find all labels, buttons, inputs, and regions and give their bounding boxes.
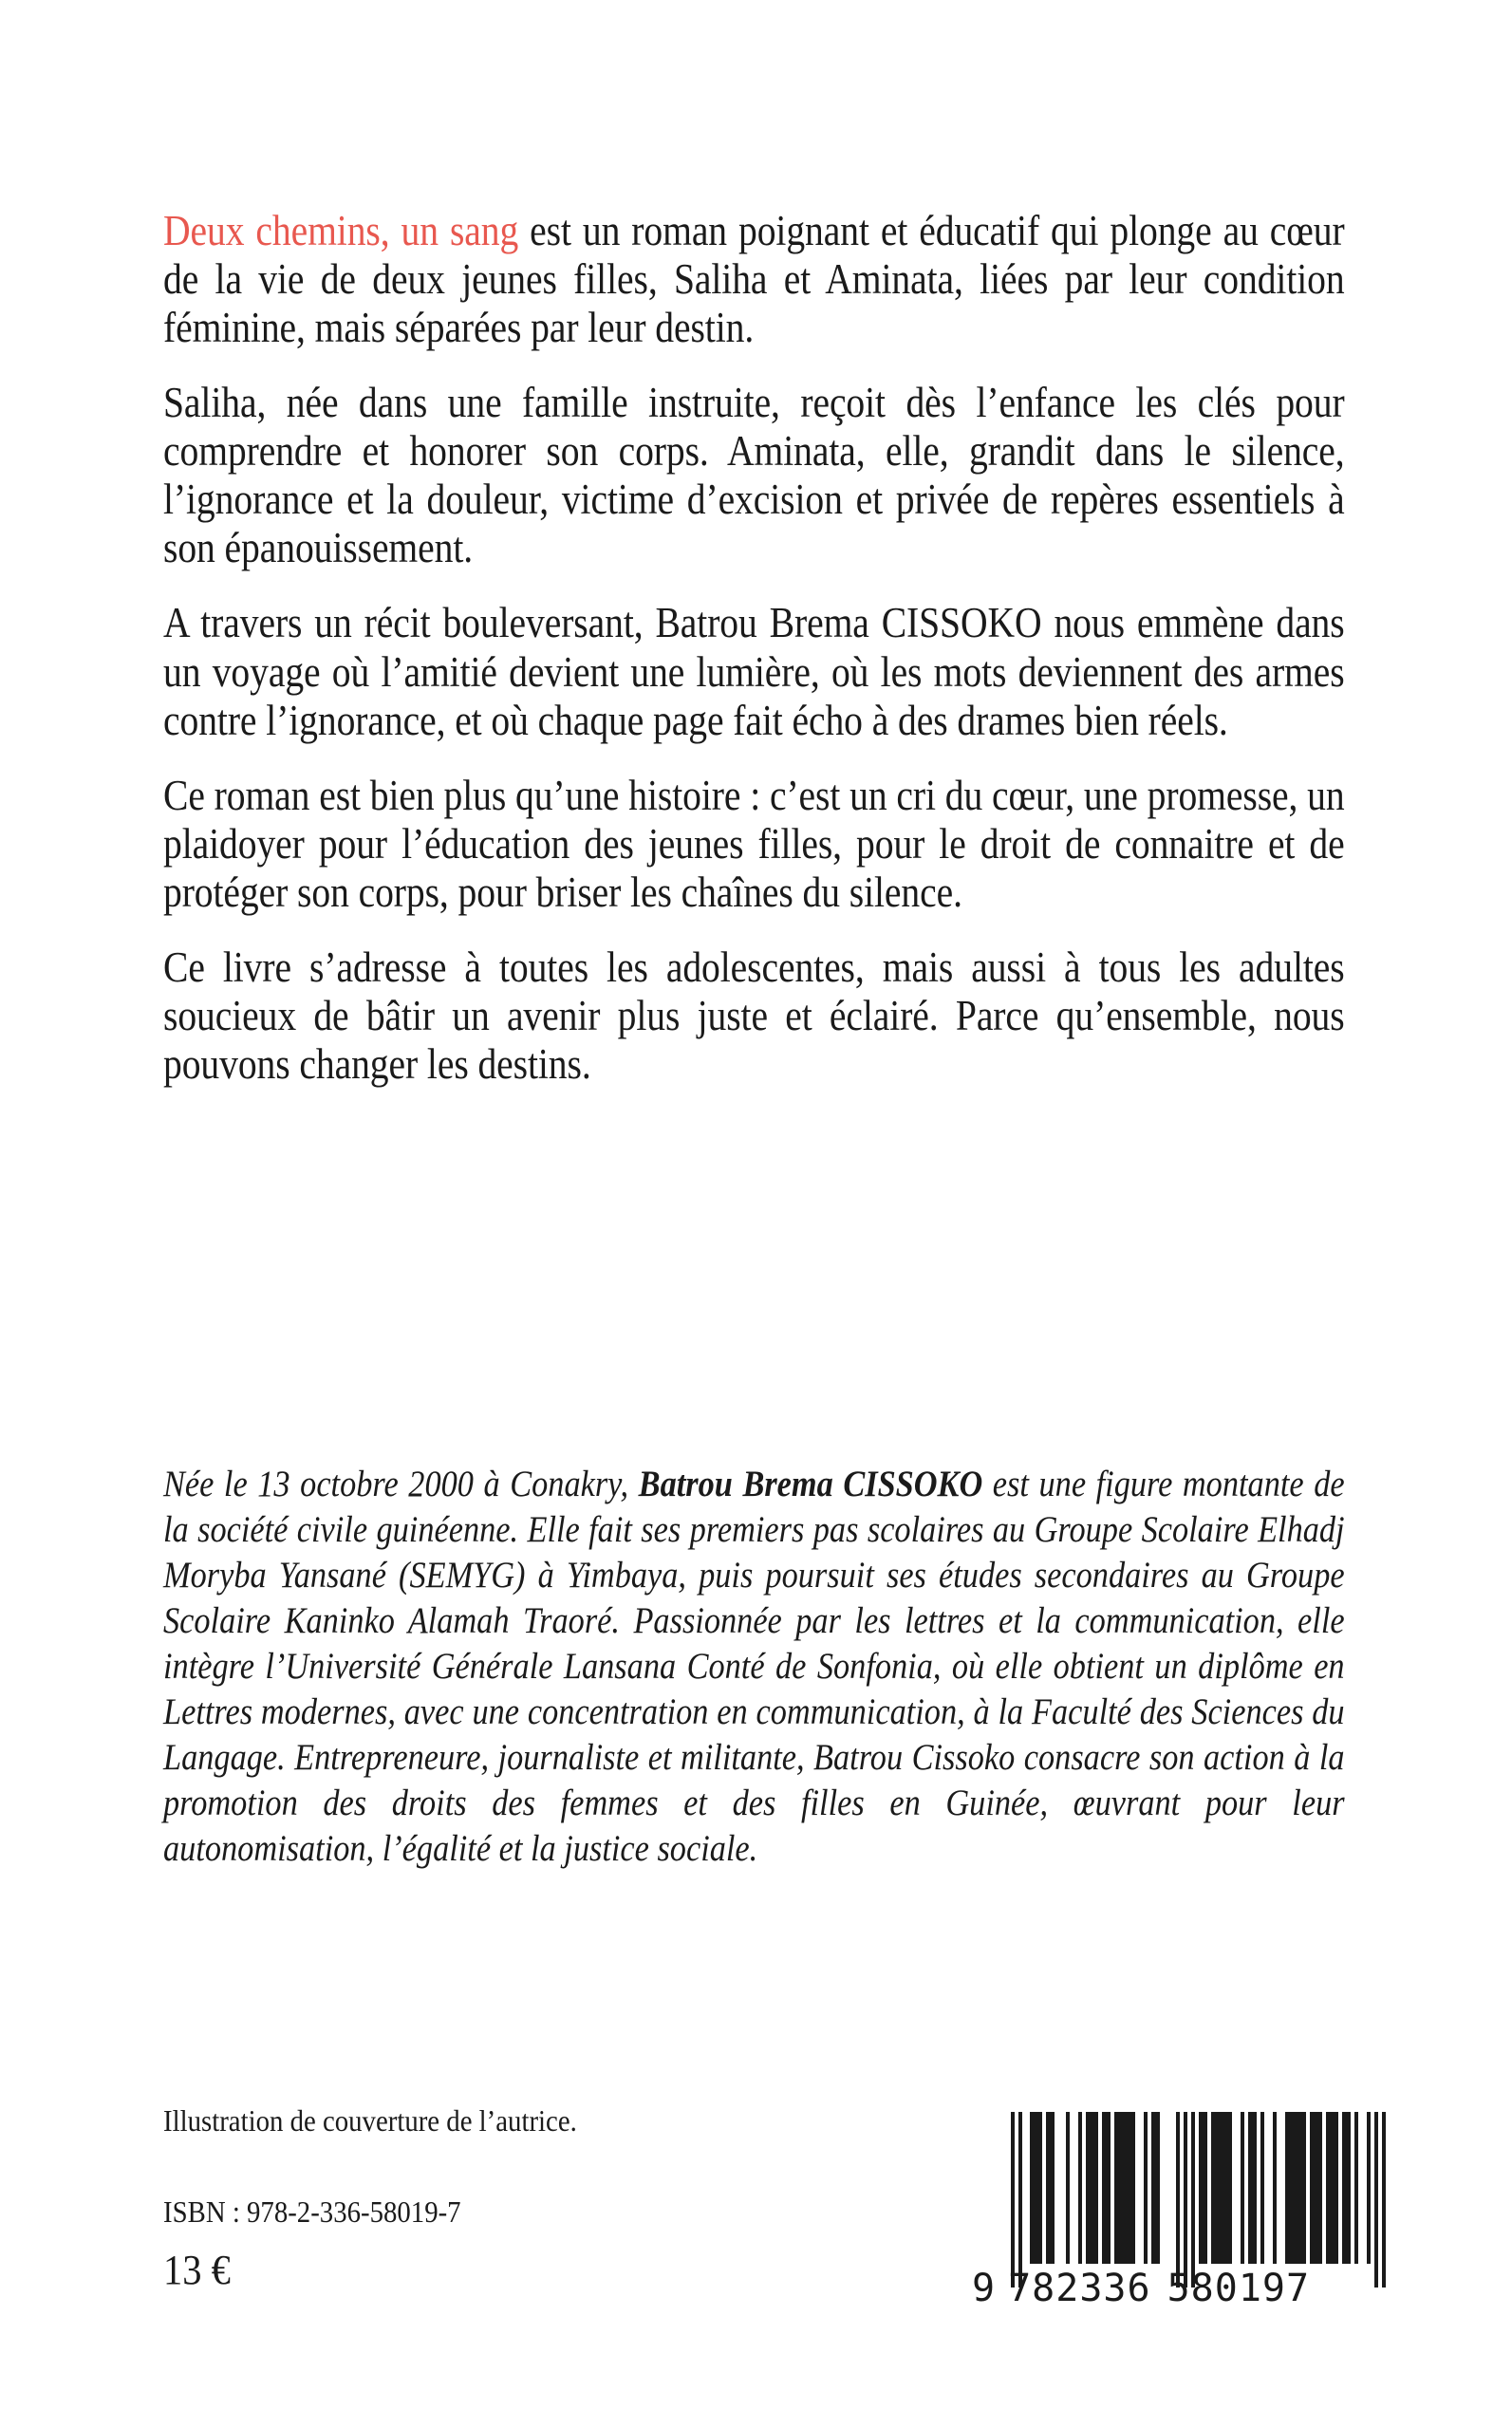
- cover-illustration-credit: Illustration de couverture de l’autrice.: [163, 2103, 577, 2138]
- synopsis-paragraph-1: [163, 207, 1345, 352]
- barcode-digits: [972, 2264, 1349, 2313]
- author-bio-lead: Née le 13 octobre 2000 à Conakry,: [163, 1464, 639, 1504]
- isbn-line: ISBN : 978-2-336-58019-7: [163, 2194, 461, 2230]
- synopsis-paragraph-3: A travers un récit bouleversant, Batrou Brema CISSOKO nous emmène dans un voyage où l’amitié devient une lumière, où les mots deviennent des armes contre l’ignorance, et où chaque page fait écho à des drames bien réels.: [163, 599, 1345, 744]
- book-title: Deux chemins, un sang: [163, 207, 519, 254]
- author-bio-text: [163, 1462, 1345, 1872]
- author-name: Batrou Brema CISSOKO: [638, 1464, 983, 1504]
- barcode-bars: [1011, 2112, 1386, 2264]
- synopsis-paragraph-1-rest: est un roman poignant et éducatif qui plonge au cœur de la vie de deux jeunes filles, Saliha et Aminata, liées par leur condition féminine, mais séparées par leur destin.: [163, 207, 1345, 352]
- barcode-left-group: 782336: [1008, 2267, 1151, 2310]
- synopsis-block: [163, 207, 1345, 1089]
- author-bio-rest: est une figure montante de la société civile guinéenne. Elle fait ses premiers pas scolaires au Groupe Scolaire Elhadj Moryba Yansané (SEMYG) à Yimbaya, puis poursuit ses études secondaires au Groupe Scolaire Kaninko Alamah Traoré. Passionnée par les lettres et la communication, elle intègre l’Université Générale Lansana Conté de Sonfonia, où elle obtient un diplôme en Lettres modernes, avec une concentration en communication, à la Faculté des Sciences du Langage. Entrepreneure, journaliste et militante, Batrou Cissoko consacre son action à la promotion des droits des femmes et des filles en Guinée, œuvrant pour leur autonomisation, l’égalité et la justice sociale.: [163, 1464, 1345, 1869]
- synopsis-paragraph-4: Ce roman est bien plus qu’une histoire : c’est un cri du cœur, une promesse, un plaidoyer pour l’éducation des jeunes filles, pour le droit de connaitre et de protéger son corps, pour briser les chaînes du silence.: [163, 771, 1345, 916]
- ean13-barcode: [972, 2112, 1349, 2316]
- barcode-right-group: 580197: [1167, 2267, 1311, 2310]
- synopsis-paragraph-2: Saliha, née dans une famille instruite, reçoit dès l’enfance les clés pour comprendre et honorer son corps. Aminata, elle, grandit dans le silence, l’ignorance et la douleur, victime d’excision et privée de repères essentiels à son épanouissement.: [163, 379, 1345, 572]
- synopsis-paragraph-5: Ce livre s’adresse à toutes les adolescentes, mais aussi à tous les adultes soucieux de bâtir un avenir plus juste et éclairé. Parce qu’ensemble, nous pouvons changer les destins.: [163, 943, 1345, 1088]
- author-bio-block: [163, 1462, 1345, 1872]
- price-label: 13 €: [163, 2246, 231, 2293]
- barcode-lead-digit: 9: [972, 2267, 997, 2310]
